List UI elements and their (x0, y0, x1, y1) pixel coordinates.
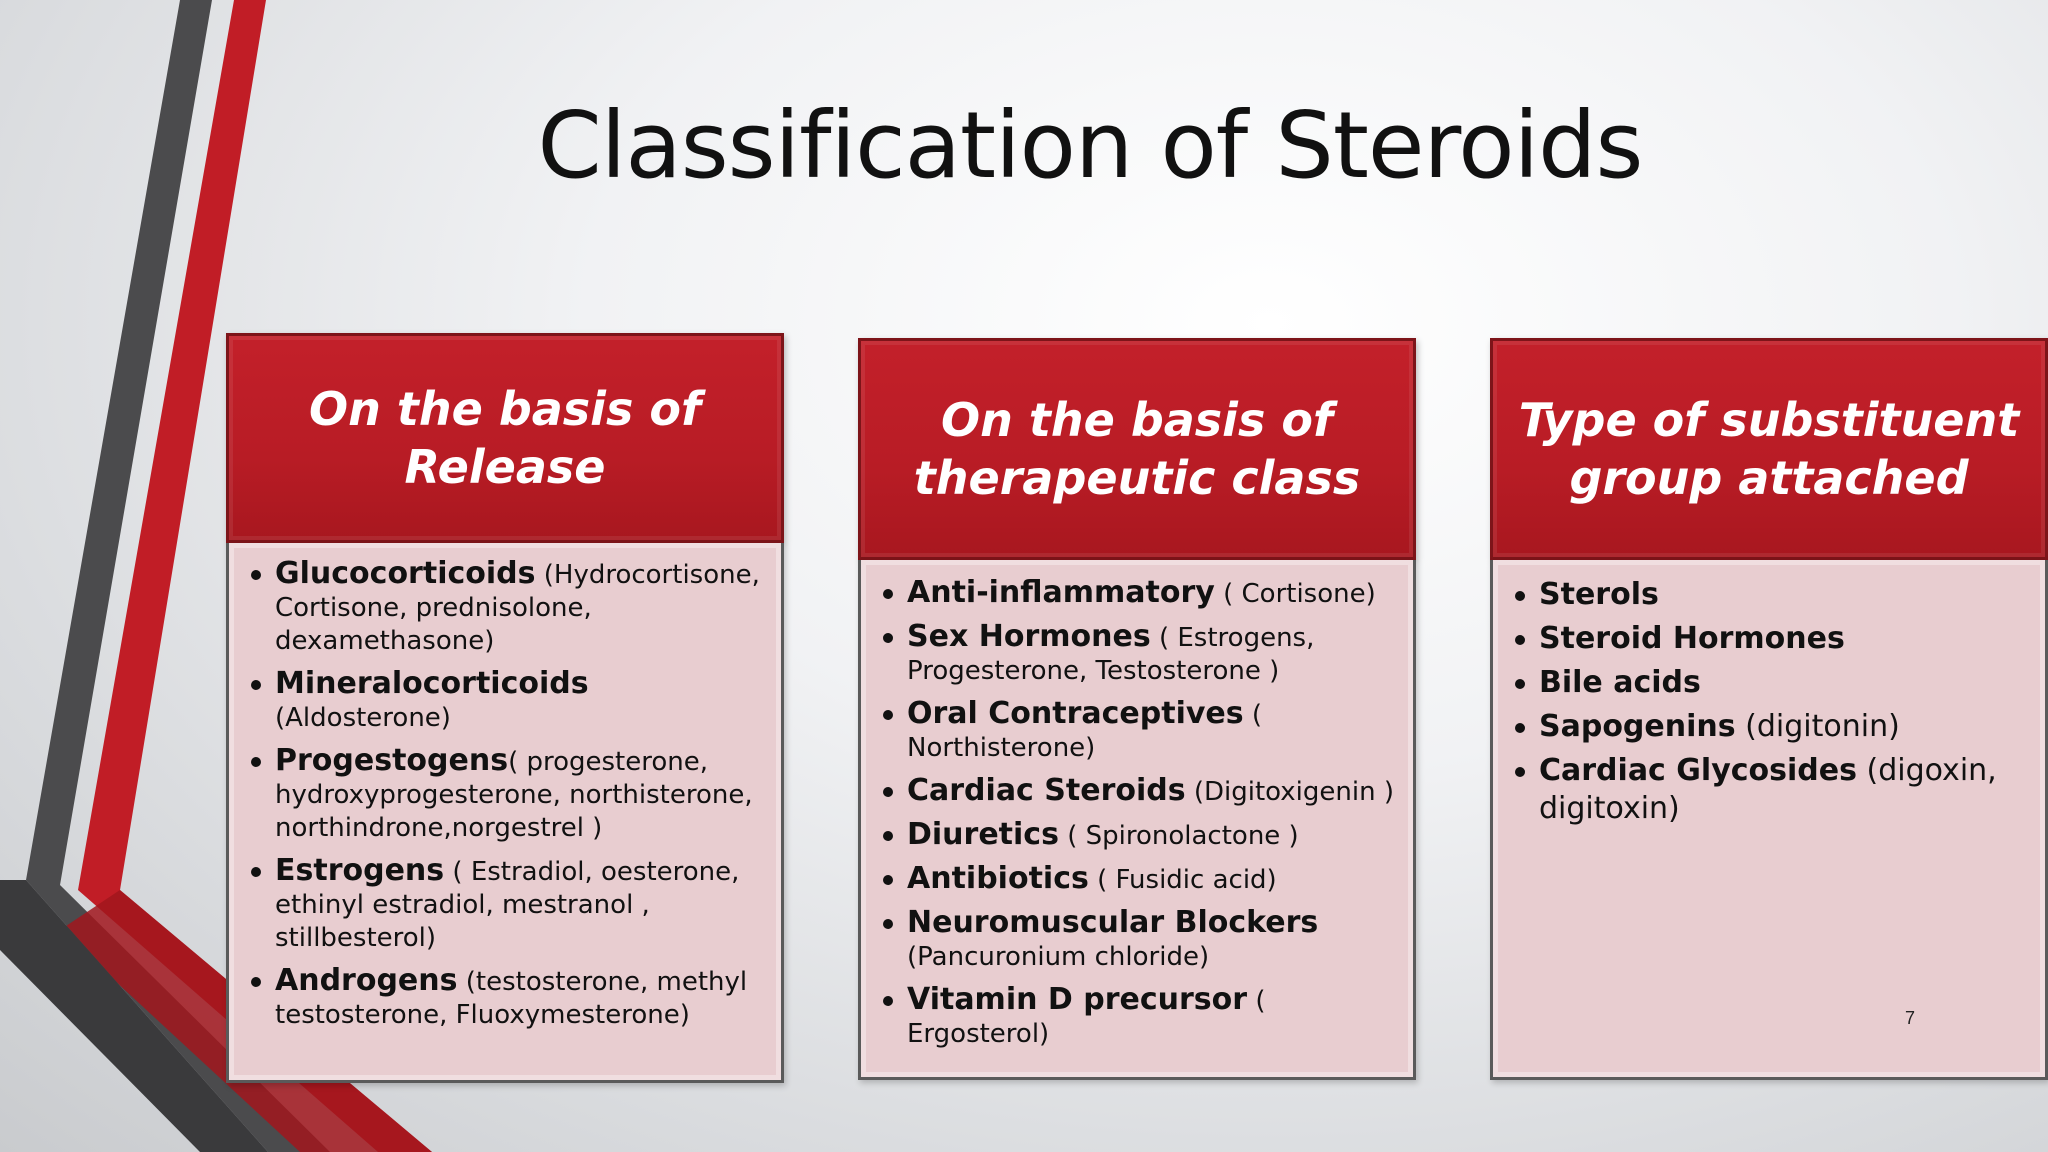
list-item: Diuretics ( Spironolactone ) (879, 818, 1395, 853)
list-item: Mineralocorticoids (Aldosterone) (247, 667, 763, 735)
column-header: On the basis of Release (226, 333, 784, 543)
column-substituent-group (1490, 338, 2048, 1080)
list-item: Androgens (testosterone, methyl testosterone, Fluoxymesterone) (247, 964, 763, 1032)
column-body (858, 560, 1416, 1080)
list-item: Cardiac Glycosides (digoxin, digitoxin) (1511, 752, 2027, 828)
list-item: Vitamin D precursor ( Ergosterol) (879, 983, 1395, 1051)
bullet-list (1511, 576, 2027, 828)
list-item: Cardiac Steroids (Digitoxigenin ) (879, 774, 1395, 809)
list-item: Sterols (1511, 576, 2027, 614)
column-release (226, 333, 784, 1083)
bullet-list (247, 557, 763, 1032)
column-therapeutic-class (858, 338, 1416, 1080)
list-item: Anti-inflammatory ( Cortisone) (879, 576, 1395, 611)
list-item: Bile acids (1511, 664, 2027, 702)
column-body (1490, 560, 2048, 1080)
list-item: Glucocorticoids (Hydrocortisone, Cortisone, prednisolone, dexamethasone) (247, 557, 763, 658)
list-item: Sapogenins (digitonin) (1511, 708, 2027, 746)
list-item: Sex Hormones ( Estrogens, Progesterone, Testosterone ) (879, 620, 1395, 688)
list-item: Estrogens ( Estradiol, oesterone, ethinyl estradiol, mestranol , stillbesterol) (247, 854, 763, 955)
column-header: Type of substituent group attached (1490, 338, 2048, 560)
list-item: Antibiotics ( Fusidic acid) (879, 862, 1395, 897)
list-item: Oral Contraceptives ( Northisterone) (879, 697, 1395, 765)
list-item: Steroid Hormones (1511, 620, 2027, 658)
list-item: Progestogens( progesterone, hydroxyprogesterone, northisterone, northindrone,norgestrel ) (247, 744, 763, 845)
slide-title: Classification of Steroids (537, 92, 1643, 199)
bullet-list (879, 576, 1395, 1051)
column-body (226, 543, 784, 1083)
column-header: On the basis of therapeutic class (858, 338, 1416, 560)
slide-number: 7 (1905, 1008, 1916, 1028)
list-item: Neuromuscular Blockers (Pancuronium chloride) (879, 906, 1395, 974)
